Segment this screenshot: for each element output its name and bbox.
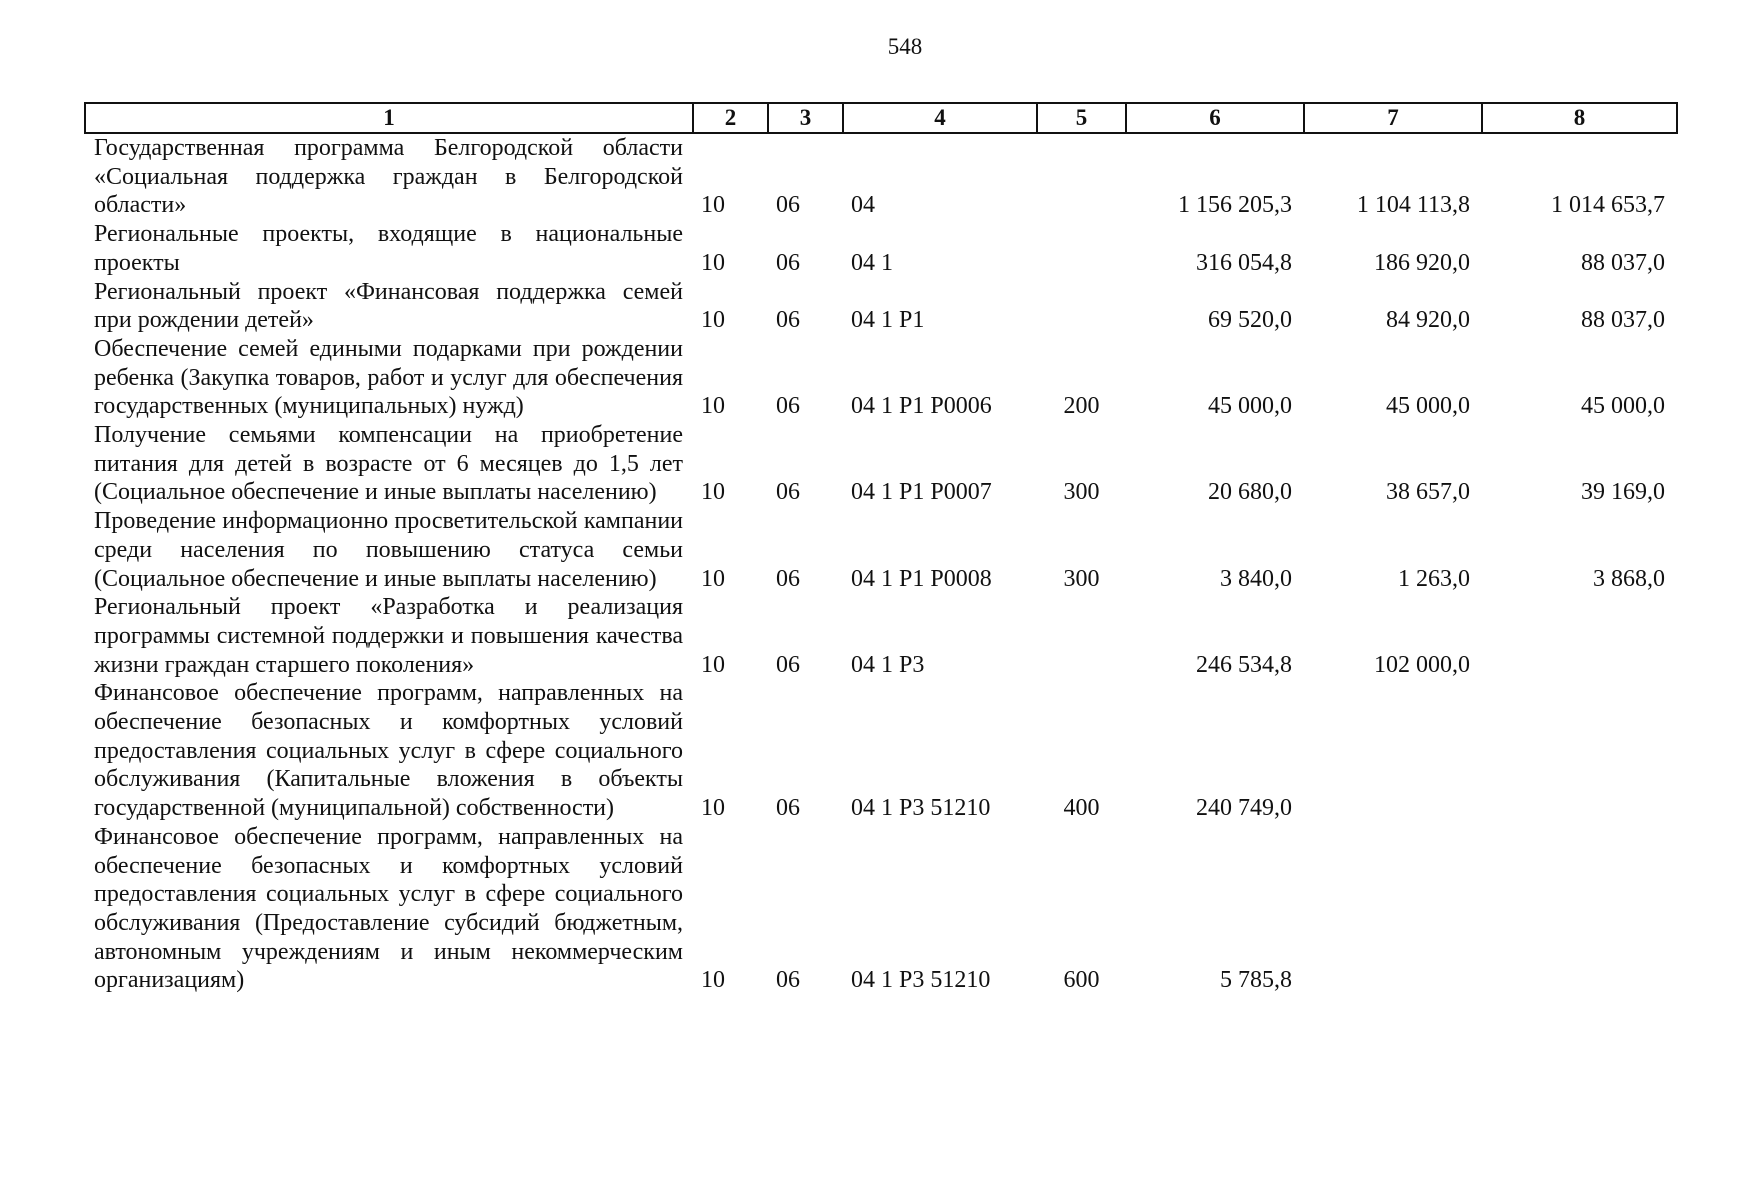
row-amount-col8: 3 868,0 bbox=[1593, 565, 1665, 592]
row-expense-type bbox=[1037, 278, 1126, 335]
row-amount-col8: 88 037,0 bbox=[1581, 307, 1665, 334]
table-row bbox=[85, 679, 1677, 823]
row-amount-col8 bbox=[1482, 679, 1677, 823]
row-expense-type bbox=[1037, 220, 1126, 277]
row-subsection-code: 06 bbox=[776, 479, 800, 506]
row-expense-type: 300 bbox=[1063, 565, 1100, 592]
row-amount-col7: 1 263,0 bbox=[1398, 565, 1470, 592]
row-amount-col8: 45 000,0 bbox=[1581, 393, 1665, 420]
row-expense-type bbox=[1037, 133, 1126, 220]
row-target-code: 04 1 P1 P0008 bbox=[851, 565, 992, 592]
row-description: Региональные проекты, входящие в национальные проекты bbox=[94, 221, 683, 276]
row-amount-col6: 45 000,0 bbox=[1208, 393, 1292, 420]
row-target-code: 04 1 P1 P0007 bbox=[851, 479, 992, 506]
table-row bbox=[85, 278, 1677, 335]
row-target-code: 04 1 P1 P0006 bbox=[851, 393, 992, 420]
row-amount-col8: 88 037,0 bbox=[1581, 249, 1665, 276]
row-expense-type bbox=[1037, 593, 1126, 679]
row-amount-col7: 1 104 113,8 bbox=[1356, 192, 1470, 219]
row-target-code: 04 1 P3 bbox=[851, 651, 925, 678]
budget-table bbox=[84, 102, 1678, 995]
row-target-code: 04 1 P3 51210 bbox=[851, 795, 991, 822]
row-description: Обеспечение семей едиными подарками при рождении ребенка (Закупка товаров, работ и услуг для обеспечения государственных (муниципальных) нужд) bbox=[94, 335, 683, 420]
header-col-4: 4 bbox=[843, 103, 1037, 133]
row-description: Государственная программа Белгородской области «Социальная поддержка граждан в Белгородской области» bbox=[94, 135, 683, 219]
row-subsection-code: 06 bbox=[776, 651, 800, 678]
row-subsection-code: 06 bbox=[776, 967, 800, 994]
row-amount-col7: 45 000,0 bbox=[1386, 393, 1470, 420]
page-number: 548 bbox=[887, 34, 923, 59]
row-amount-col6: 1 156 205,3 bbox=[1178, 192, 1292, 219]
row-amount-col6: 246 534,8 bbox=[1196, 651, 1292, 678]
row-subsection-code: 06 bbox=[776, 565, 800, 592]
row-amount-col7: 38 657,0 bbox=[1386, 479, 1470, 506]
row-amount-col7: 102 000,0 bbox=[1374, 651, 1470, 678]
row-description: Получение семьями компенсации на приобретение питания для детей в возрасте от 6 месяцев до 1,5 лет (Социальное обеспечение и иные выплаты населению) bbox=[94, 422, 683, 506]
row-section-code: 10 bbox=[701, 307, 725, 334]
table-row bbox=[85, 133, 1677, 220]
row-section-code: 10 bbox=[701, 479, 725, 506]
row-subsection-code: 06 bbox=[776, 795, 800, 822]
row-description: Финансовое обеспечение программ, направленных на обеспечение безопасных и комфортных условий предоставления социальных услуг в сфере социального обслуживания (Капитальные вложения в объекты государственной (муниципальной) собственности) bbox=[94, 680, 683, 822]
row-amount-col6: 316 054,8 bbox=[1196, 249, 1292, 276]
header-col-2: 2 bbox=[693, 103, 768, 133]
row-section-code: 10 bbox=[701, 651, 725, 678]
row-amount-col8: 1 014 653,7 bbox=[1551, 192, 1665, 219]
row-expense-type: 600 bbox=[1063, 967, 1100, 994]
row-amount-col6: 3 840,0 bbox=[1220, 565, 1292, 592]
header-col-6: 6 bbox=[1126, 103, 1304, 133]
row-expense-type: 300 bbox=[1063, 479, 1100, 506]
header-col-1: 1 bbox=[85, 103, 693, 133]
header-col-8: 8 bbox=[1482, 103, 1677, 133]
row-description: Финансовое обеспечение программ, направленных на обеспечение безопасных и комфортных условий предоставления социальных услуг в сфере социального обслуживания (Предоставление субсидий бюджетным, автономным учреждениям и иным некоммерческим организациям) bbox=[94, 823, 683, 994]
row-subsection-code: 06 bbox=[776, 192, 800, 219]
row-expense-type: 400 bbox=[1063, 795, 1100, 822]
row-target-code: 04 1 bbox=[851, 249, 893, 276]
header-col-7: 7 bbox=[1304, 103, 1482, 133]
row-target-code: 04 bbox=[851, 192, 875, 219]
row-amount-col6: 240 749,0 bbox=[1196, 795, 1292, 822]
row-amount-col8: 39 169,0 bbox=[1581, 479, 1665, 506]
row-section-code: 10 bbox=[701, 393, 725, 420]
row-description: Региональный проект «Финансовая поддержка семей при рождении детей» bbox=[94, 278, 683, 334]
header-col-3: 3 bbox=[768, 103, 843, 133]
table-row bbox=[85, 335, 1677, 421]
row-description: Региональный проект «Разработка и реализация программы системной поддержки и повышения качества жизни граждан старшего поколения» bbox=[94, 594, 683, 678]
row-amount-col6: 5 785,8 bbox=[1220, 967, 1292, 994]
table-row bbox=[85, 421, 1677, 507]
row-section-code: 10 bbox=[701, 565, 725, 592]
row-amount-col7: 84 920,0 bbox=[1386, 307, 1470, 334]
header-col-5: 5 bbox=[1037, 103, 1126, 133]
table-row bbox=[85, 823, 1677, 995]
row-amount-col6: 69 520,0 bbox=[1208, 307, 1292, 334]
row-amount-col7: 186 920,0 bbox=[1374, 249, 1470, 276]
row-subsection-code: 06 bbox=[776, 393, 800, 420]
table-row bbox=[85, 507, 1677, 593]
row-expense-type: 200 bbox=[1063, 393, 1100, 420]
row-description: Проведение информационно просветительской кампании среди населения по повышению статуса семьи (Социальное обеспечение и иные выплаты населению) bbox=[94, 508, 683, 592]
row-section-code: 10 bbox=[701, 795, 725, 822]
row-amount-col7 bbox=[1304, 823, 1482, 995]
table-row bbox=[85, 220, 1677, 277]
row-section-code: 10 bbox=[701, 249, 725, 276]
row-target-code: 04 1 P1 bbox=[851, 307, 925, 334]
row-amount-col6: 20 680,0 bbox=[1208, 479, 1292, 506]
row-target-code: 04 1 P3 51210 bbox=[851, 967, 991, 994]
header-row bbox=[85, 103, 1677, 133]
row-amount-col8 bbox=[1482, 823, 1677, 995]
row-subsection-code: 06 bbox=[776, 249, 800, 276]
table-body bbox=[85, 133, 1677, 995]
row-section-code: 10 bbox=[701, 967, 725, 994]
table-row bbox=[85, 593, 1677, 679]
row-amount-col7 bbox=[1304, 679, 1482, 823]
row-subsection-code: 06 bbox=[776, 307, 800, 334]
table-header bbox=[85, 103, 1677, 133]
row-amount-col8 bbox=[1482, 593, 1677, 679]
row-section-code: 10 bbox=[701, 192, 725, 219]
